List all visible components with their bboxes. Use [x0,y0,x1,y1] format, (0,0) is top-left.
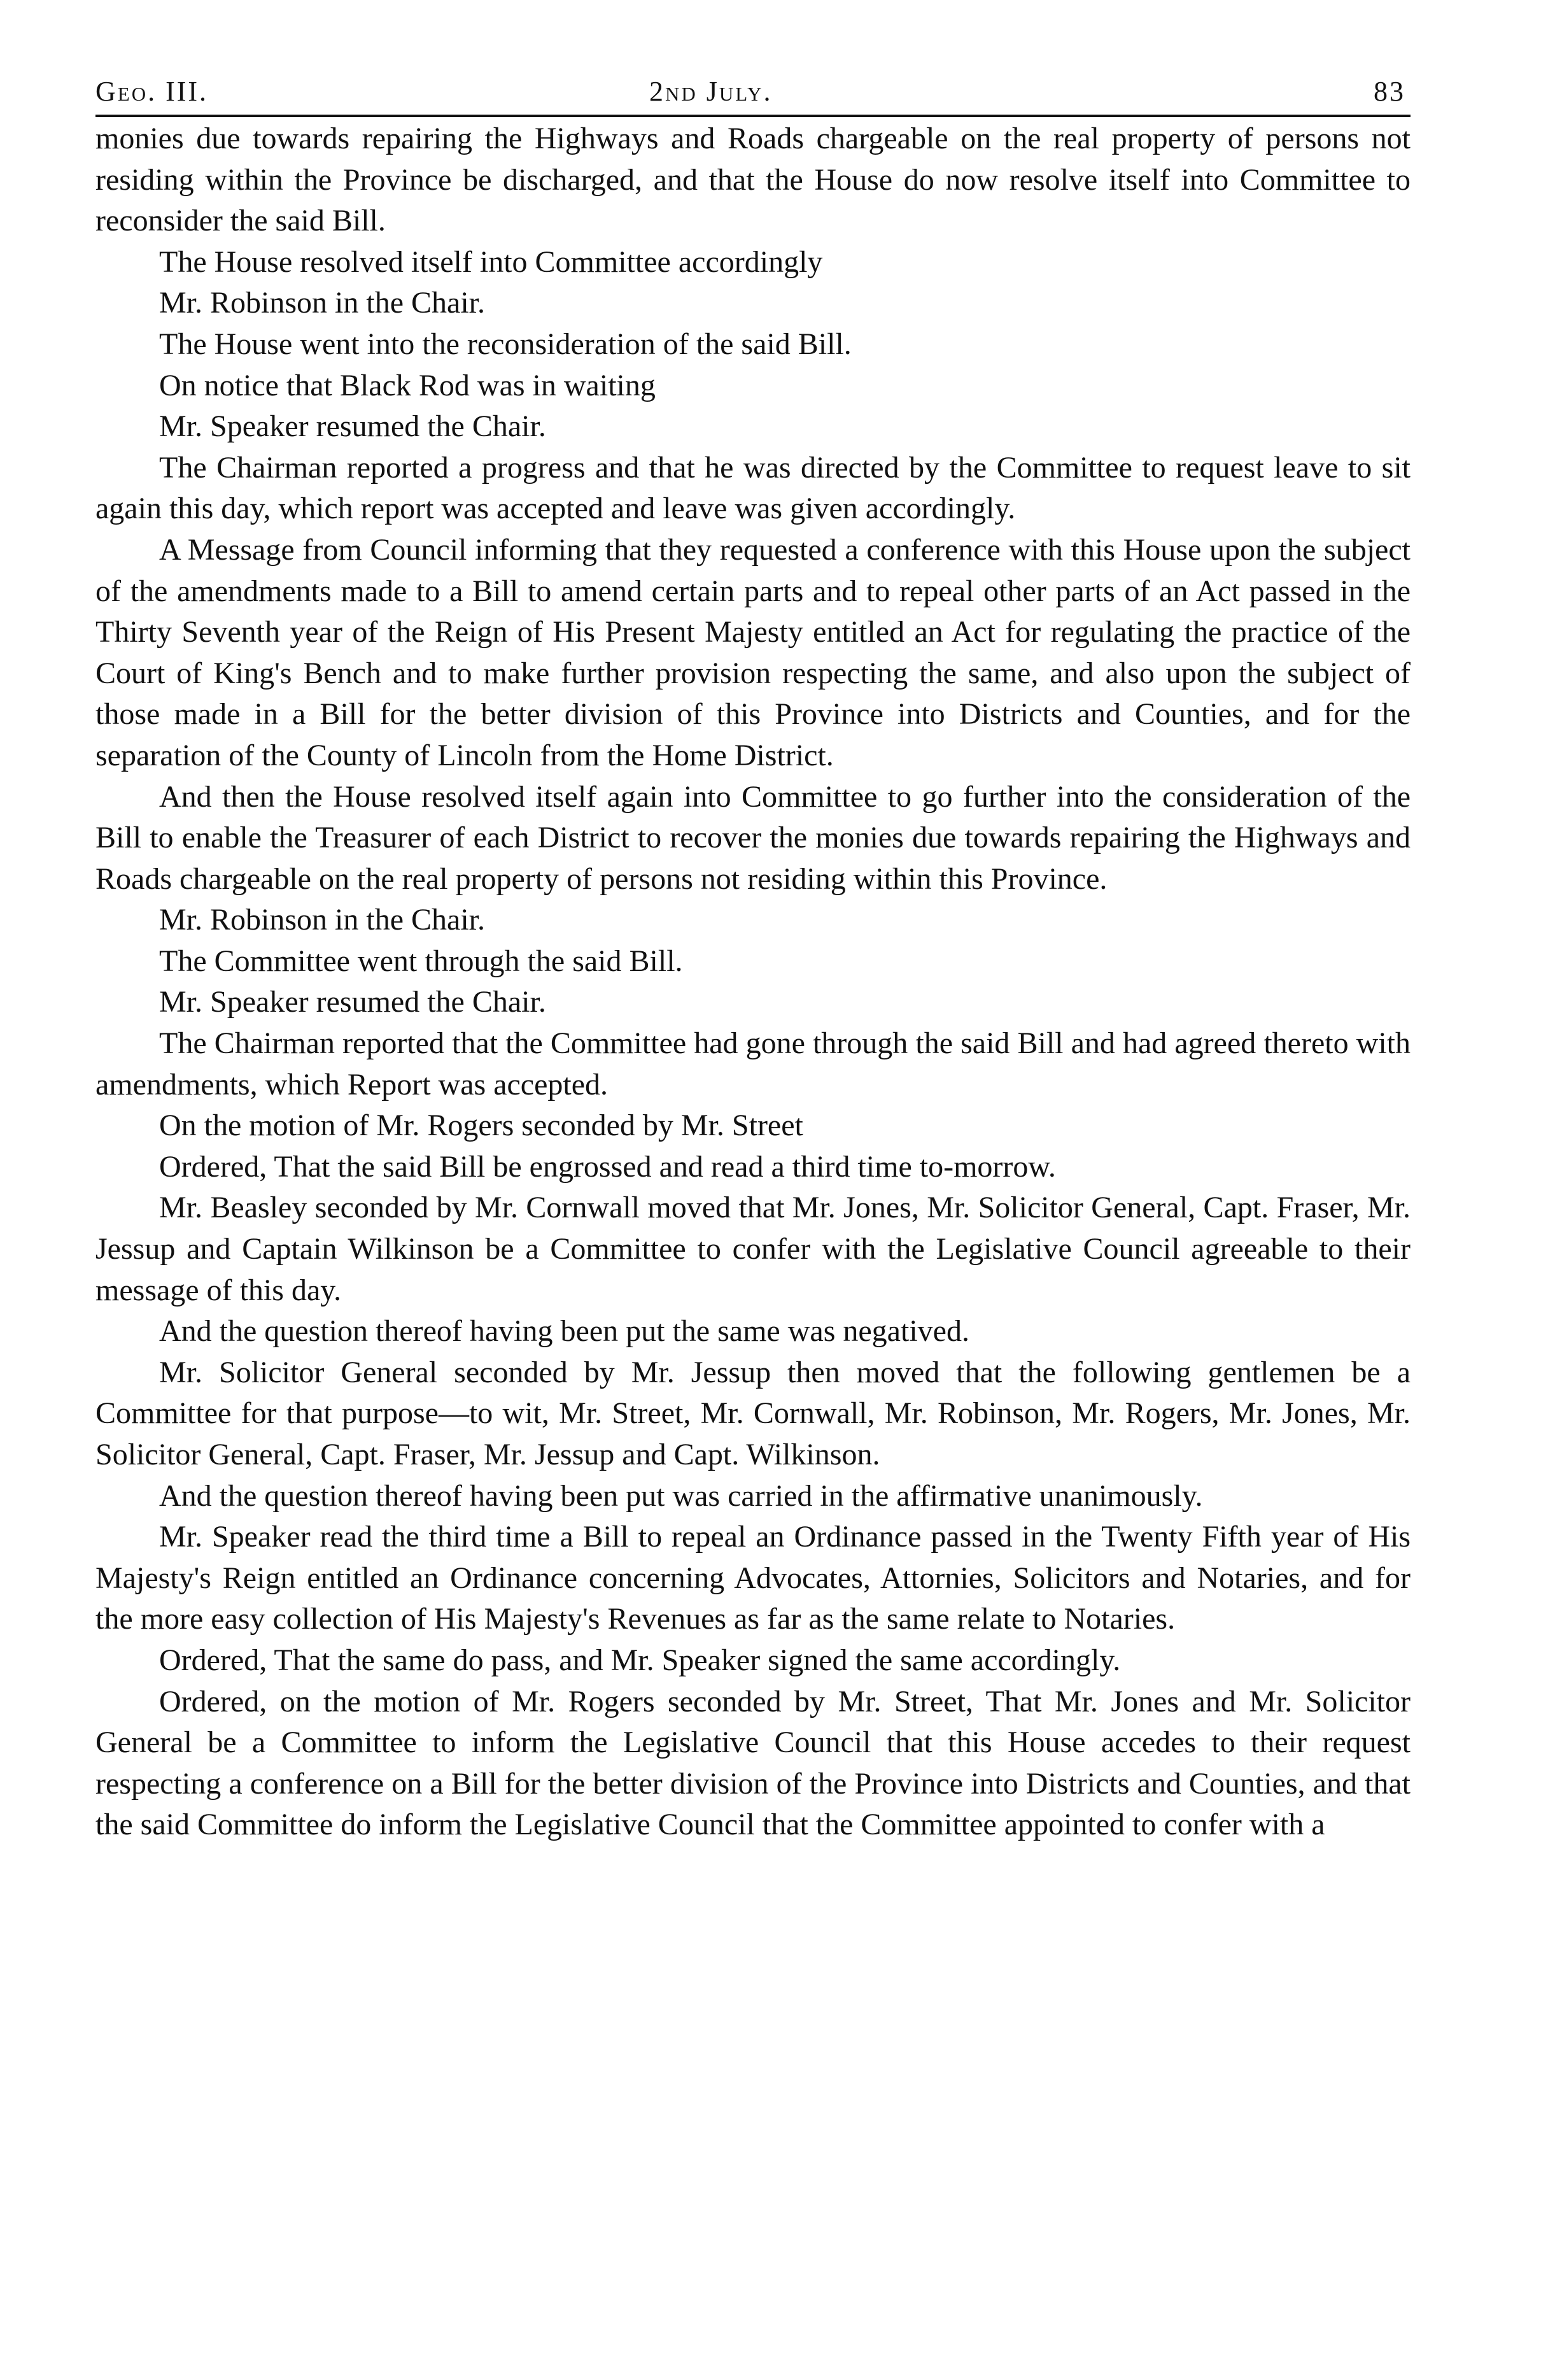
paragraph: And the question thereof having been put was carried in the affirmative unanimously. [159,1478,1203,1513]
paragraph: Ordered, That the said Bill be engrossed and read a third time to-morrow. [159,1149,1056,1184]
paragraph: On notice that Black Rod was in waiting [159,368,656,402]
paragraph: Ordered, on the motion of Mr. Rogers seconded by Mr. Street, That Mr. Jones and Mr. Solicitor General be a Committee to inform the Legislative Council that this House accedes to their request respecting a conference on a Bill for the better division of the Province into Districts and Counties, and that the said Committee do inform the Legislative Council that the Committee appointed to confer with a [95,1684,1411,1842]
paragraph: Mr. Solicitor General seconded by Mr. Jessup then moved that the following gentlemen be a Committee for that purpose—to wit, Mr. Street, Mr. Cornwall, Mr. Robinson, Mr. Rogers, Mr. Jones, Mr. Solicitor General, Capt. Fraser, Mr. Jessup and Capt. Wilkinson. [95,1355,1411,1471]
paragraph: The Chairman reported a progress and that he was directed by the Committee to request leave to sit again this day, which report was accepted and leave was given accordingly. [95,450,1411,526]
paragraph: The House went into the reconsideration of the said Bill. [159,327,852,361]
paragraph: On the motion of Mr. Rogers seconded by Mr. Street [159,1109,803,1143]
paragraph: The Chairman reported that the Committee had gone through the said Bill and had agreed thereto with amendments, which Report was accepted. [95,1026,1411,1101]
date-label: 2nd July. [649,76,773,107]
reign-label: Geo. III. [95,76,209,107]
journal-text [95,118,1411,1846]
paragraph: The House resolved itself into Committee accordingly [159,244,823,279]
paragraph: Ordered, That the same do pass, and Mr. Speaker signed the same accordingly. [159,1643,1121,1677]
page [95,71,1411,1842]
paragraph: monies due towards repairing the Highways and Roads chargeable on the real property of persons not residing within the Province be discharged, and that the House do now resolve itself into Committee to reconsider the said Bill. [95,122,1411,238]
paragraph: Mr. Beasley seconded by Mr. Cornwall moved that Mr. Jones, Mr. Solicitor General, Capt. Fraser, Mr. Jessup and Captain Wilkinson be a Committee to confer with the Legislative Council agreeable to their message of this day. [95,1191,1411,1307]
page-number: 83 [1374,76,1405,107]
paragraph: And the question thereof having been put the same was negatived. [159,1314,969,1349]
paragraph: A Message from Council informing that they requested a conference with this House upon the subject of the amendments made to a Bill to amend certain parts and to repeal other parts of an Act passed in the Thirty Seventh year of the Reign of His Present Majesty entitled an Act for regulating the practice of the Court of King's Bench and to make further provision respecting the same, and also upon the subject of those made in a Bill for the better division of this Province into Districts and Counties, and for the separation of the County of Lincoln from the Home District. [95,532,1411,772]
paragraph: And then the House resolved itself again into Committee to go further into the consideration of the Bill to enable the Treasurer of each District to recover the monies due towards repairing the Highways and Roads chargeable on the real property of persons not residing within this Province. [95,779,1411,896]
paragraph: Mr. Speaker resumed the Chair. [159,409,546,444]
paragraph: Mr. Robinson in the Chair. [159,286,486,320]
header-rule [95,115,1411,117]
paragraph: The Committee went through the said Bill. [159,944,683,978]
paragraph: Mr. Speaker resumed the Chair. [159,985,546,1019]
paragraph: Mr. Speaker read the third time a Bill to repeal an Ordinance passed in the Twenty Fifth year of His Majesty's Reign entitled an Ordinance concerning Advocates, Attornies, Solicitors and Notaries, and for the more easy collection of His Majesty's Revenues as far as the same relate to Notaries. [95,1520,1411,1636]
running-head [95,71,1411,113]
paragraph: Mr. Robinson in the Chair. [159,903,486,937]
